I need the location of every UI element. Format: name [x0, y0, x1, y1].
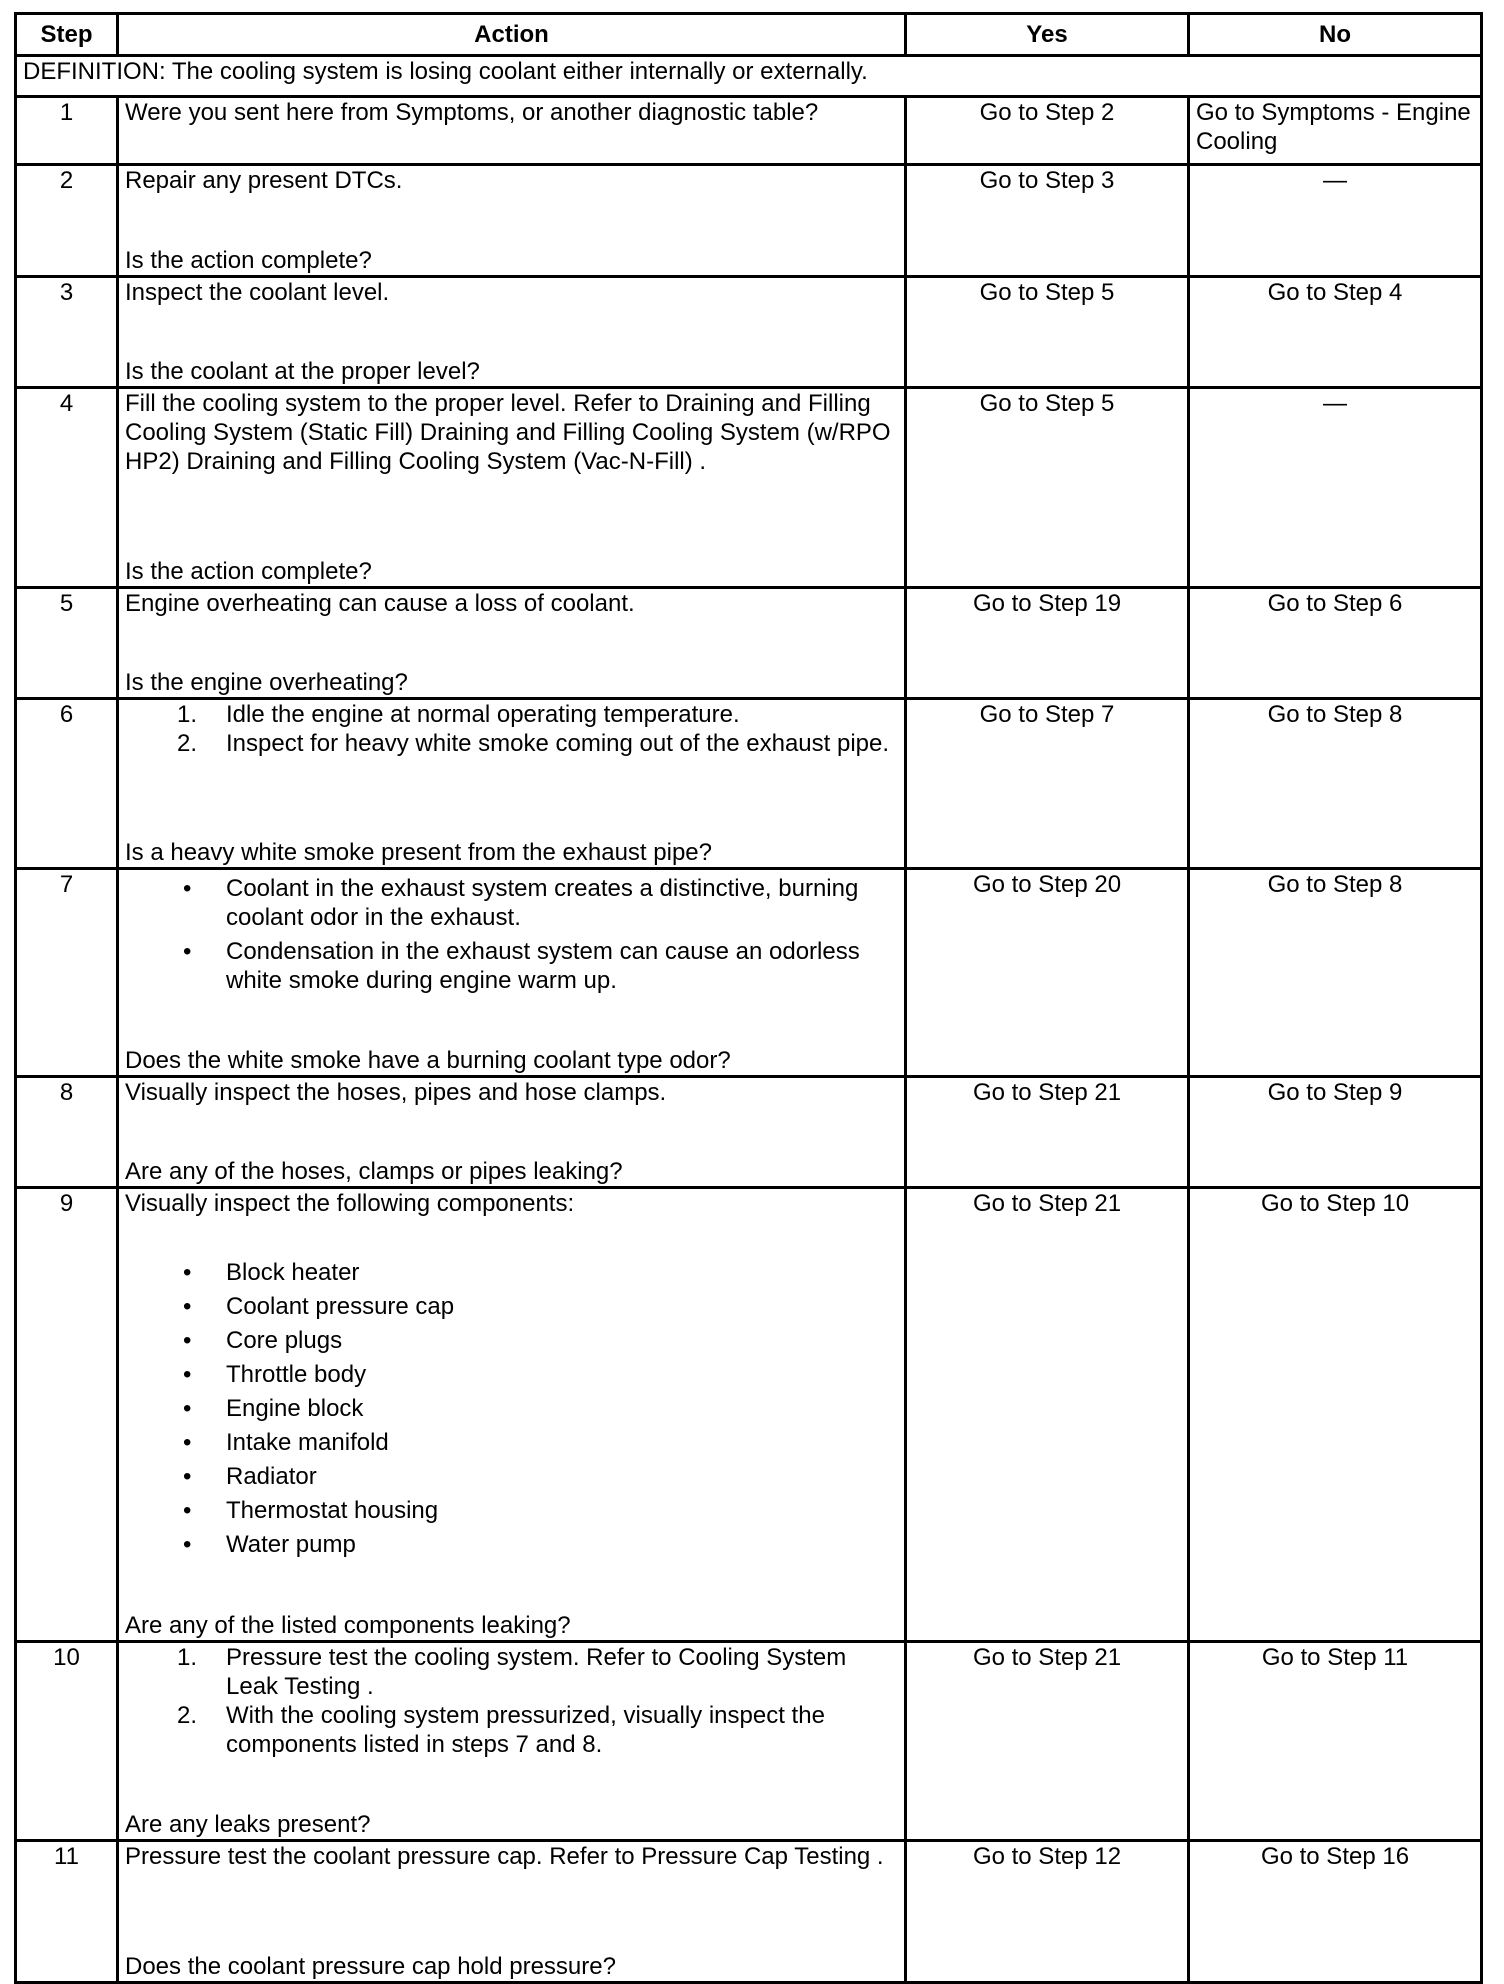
table-row — [16, 388, 1482, 588]
action-cell — [118, 97, 906, 165]
no-cell: Go to Step 11 — [1189, 1642, 1482, 1841]
yes-cell: Go to Step 21 — [906, 1642, 1189, 1841]
no-cell: Go to Step 16 — [1189, 1841, 1482, 1983]
table-row — [16, 1188, 1482, 1642]
action-cell — [118, 1188, 906, 1642]
list-item: • Radiator — [125, 1460, 898, 1494]
action-question: Is the action complete? — [125, 247, 372, 274]
action-cell — [118, 388, 906, 588]
list-item: • Engine block — [125, 1392, 898, 1426]
step-number: 2 — [16, 165, 118, 277]
list-item: 2. Inspect for heavy white smoke coming out of the exhaust pipe. — [177, 730, 890, 757]
list-item: • Coolant in the exhaust system creates a distinctive, burning coolant odor in the exhaust. — [125, 874, 898, 932]
diagnostic-table — [14, 12, 1483, 1984]
action-question: Are any of the listed components leaking? — [125, 1612, 571, 1639]
header-no: No — [1189, 14, 1482, 56]
list-item: • Block heater — [125, 1256, 898, 1290]
yes-cell: Go to Step 3 — [906, 165, 1189, 277]
table-row — [16, 869, 1482, 1077]
table-row — [16, 699, 1482, 869]
yes-cell: Go to Step 2 — [906, 97, 1189, 165]
definition-row — [16, 56, 1482, 97]
list-item: • Intake manifold — [125, 1426, 898, 1460]
action-question: Is a heavy white smoke present from the exhaust pipe? — [125, 839, 712, 866]
action-question: Does the coolant pressure cap hold pressure? — [125, 1953, 616, 1980]
action-cell — [118, 1841, 906, 1983]
action-cell — [118, 165, 906, 277]
no-cell: Go to Step 10 — [1189, 1188, 1482, 1642]
header-row — [16, 14, 1482, 56]
action-text: Inspect the coolant level. — [125, 279, 390, 306]
bullet-list — [125, 870, 898, 1000]
header-action: Action — [118, 14, 906, 56]
table-row — [16, 1642, 1482, 1841]
step-number: 6 — [16, 699, 118, 869]
no-cell: Go to Step 6 — [1189, 588, 1482, 699]
no-cell: Go to Step 8 — [1189, 699, 1482, 869]
action-cell — [118, 588, 906, 699]
action-text: Repair any present DTCs. — [125, 167, 403, 194]
action-question: Are any of the hoses, clamps or pipes leaking? — [125, 1158, 623, 1185]
yes-cell: Go to Step 21 — [906, 1077, 1189, 1188]
yes-cell: Go to Step 5 — [906, 277, 1189, 388]
step-number: 3 — [16, 277, 118, 388]
action-question: Is the engine overheating? — [125, 669, 408, 696]
no-cell: Go to Step 9 — [1189, 1077, 1482, 1188]
yes-cell: Go to Step 5 — [906, 388, 1189, 588]
list-item: • Thermostat housing — [125, 1494, 898, 1528]
step-number: 10 — [16, 1642, 118, 1841]
table-row — [16, 1077, 1482, 1188]
definition-text: DEFINITION: The cooling system is losing coolant either internally or externally. — [16, 56, 1482, 97]
header-step: Step — [16, 14, 118, 56]
step-number: 1 — [16, 97, 118, 165]
yes-cell: Go to Step 20 — [906, 869, 1189, 1077]
action-cell — [118, 699, 906, 869]
list-item: • Condensation in the exhaust system can cause an odorless white smoke during engine warm up. — [125, 937, 898, 995]
header-yes: Yes — [906, 14, 1189, 56]
yes-cell: Go to Step 7 — [906, 699, 1189, 869]
step-number: 11 — [16, 1841, 118, 1983]
action-question: Is the action complete? — [125, 558, 372, 585]
table-row — [16, 97, 1482, 165]
no-cell: — — [1189, 165, 1482, 277]
action-question: Is the coolant at the proper level? — [125, 358, 480, 385]
action-question: Does the white smoke have a burning coolant type odor? — [125, 1047, 731, 1074]
step-number: 5 — [16, 588, 118, 699]
yes-cell: Go to Step 12 — [906, 1841, 1189, 1983]
list-item: • Core plugs — [125, 1324, 898, 1358]
action-text: Pressure test the coolant pressure cap. Refer to Pressure Cap Testing . — [125, 1843, 884, 1870]
action-cell — [118, 869, 906, 1077]
list-item: • Coolant pressure cap — [125, 1290, 898, 1324]
table-row — [16, 277, 1482, 388]
action-text: Visually inspect the following components: — [125, 1190, 575, 1217]
list-item: 1. Pressure test the cooling system. Refer to Cooling System Leak Testing . — [177, 1644, 847, 1700]
numbered-list — [125, 700, 898, 758]
no-cell: Go to Step 4 — [1189, 277, 1482, 388]
no-cell: — — [1189, 388, 1482, 588]
yes-cell: Go to Step 21 — [906, 1188, 1189, 1642]
table-row — [16, 1841, 1482, 1983]
action-cell — [118, 1642, 906, 1841]
action-text: Fill the cooling system to the proper level. Refer to Draining and Filling Cooling System (Static Fill) Draining and Filling Cooling System (w/RPO HP2) Draining and Filling Cooling System (Vac-N-Fill) . — [125, 390, 891, 475]
step-number: 7 — [16, 869, 118, 1077]
list-item: • Throttle body — [125, 1358, 898, 1392]
step-number: 9 — [16, 1188, 118, 1642]
action-cell — [118, 1077, 906, 1188]
list-item: 2. With the cooling system pressurized, visually inspect the components listed in steps 7 and 8. — [177, 1702, 825, 1758]
list-item: 1. Idle the engine at normal operating temperature. — [177, 701, 740, 728]
action-question: Are any leaks present? — [125, 1811, 371, 1838]
table-row — [16, 165, 1482, 277]
action-text: Visually inspect the hoses, pipes and hose clamps. — [125, 1079, 667, 1106]
numbered-list — [125, 1643, 898, 1759]
list-item: • Water pump — [125, 1528, 898, 1562]
action-text: Were you sent here from Symptoms, or another diagnostic table? — [125, 99, 819, 126]
action-cell — [118, 277, 906, 388]
yes-cell: Go to Step 19 — [906, 588, 1189, 699]
step-number: 8 — [16, 1077, 118, 1188]
step-number: 4 — [16, 388, 118, 588]
table-row — [16, 588, 1482, 699]
no-cell: Go to Symptoms - Engine Cooling — [1189, 97, 1482, 165]
action-text: Engine overheating can cause a loss of coolant. — [125, 590, 635, 617]
bullet-list — [125, 1256, 898, 1562]
no-cell: Go to Step 8 — [1189, 869, 1482, 1077]
